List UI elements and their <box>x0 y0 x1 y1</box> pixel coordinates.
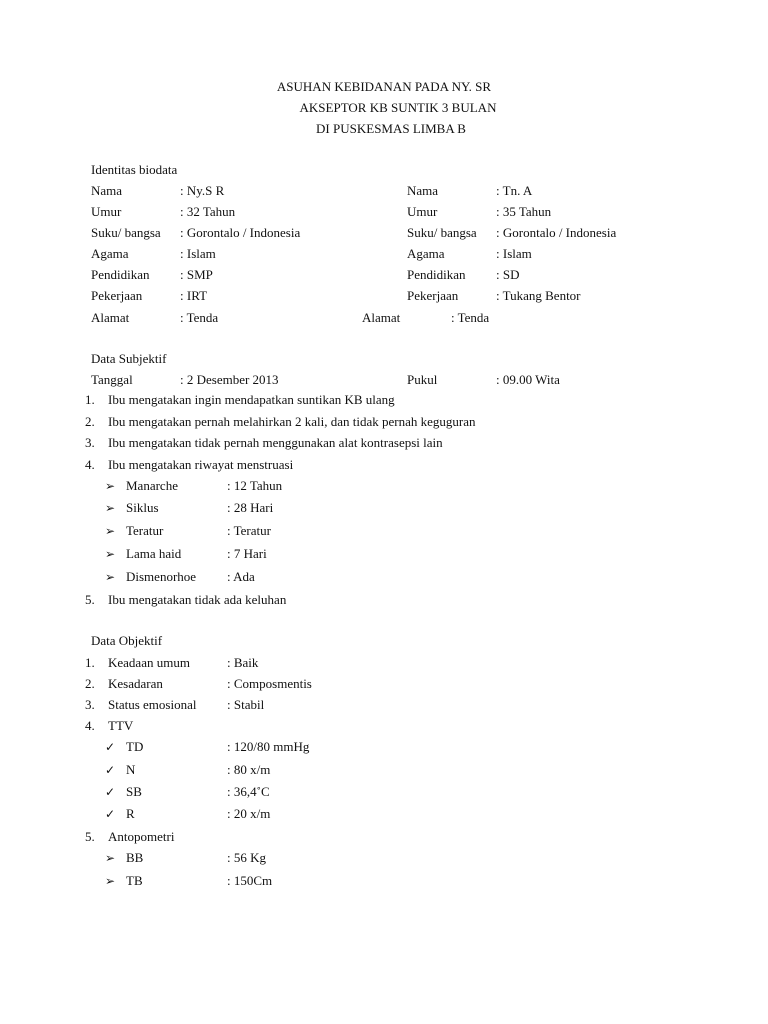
ibu-pendidikan-value: : SMP <box>180 267 213 282</box>
suami-alamat-label: Alamat <box>362 310 401 325</box>
suami-agama-value: : Islam <box>496 246 532 261</box>
menstruasi-value: : 7 Hari <box>227 546 267 561</box>
ibu-nama-value: : Ny.S R <box>180 183 225 198</box>
subjektif-item-text: Ibu mengatakan tidak pernah menggunakan alat kontrasepsi lain <box>108 435 443 450</box>
antopometri-label: BB <box>126 850 144 865</box>
title-line-1: ASUHAN KEBIDANAN PADA NY. SR <box>276 79 492 94</box>
antopometri-value: : 56 Kg <box>227 850 266 865</box>
tanggal-value: : 2 Desember 2013 <box>180 372 279 387</box>
menstruasi-label: Siklus <box>126 500 159 515</box>
objektif-item-number: 5. <box>85 829 95 844</box>
objektif-item-number: 4. <box>85 718 95 733</box>
arrow-bullet-icon: ➢ <box>105 479 116 493</box>
ibu-umur-label: Umur <box>91 204 122 219</box>
title-line-2: AKSEPTOR KB SUNTIK 3 BULAN <box>299 100 497 115</box>
antopometri-value: : 150Cm <box>227 873 273 888</box>
subjektif-item-number: 4. <box>85 457 95 472</box>
ttv-value: : 36,4˚C <box>227 784 270 799</box>
pukul-label: Pukul <box>407 372 438 387</box>
objektif-item-label: Keadaan umum <box>108 655 190 670</box>
arrow-bullet-icon: ➢ <box>105 547 116 561</box>
arrow-bullet-icon: ➢ <box>105 570 116 584</box>
subjektif-item-number: 5. <box>85 592 95 607</box>
check-bullet-icon: ✓ <box>105 807 116 821</box>
suami-umur-label: Umur <box>407 204 438 219</box>
ibu-agama-value: : Islam <box>180 246 216 261</box>
suami-pekerjaan-label: Pekerjaan <box>407 288 459 303</box>
objektif-item-value: : Baik <box>227 655 259 670</box>
suami-pendidikan-label: Pendidikan <box>407 267 466 282</box>
ttv-label: SB <box>126 784 142 799</box>
ttv-value: : 80 x/m <box>227 762 271 777</box>
ttv-label: N <box>126 762 136 777</box>
objektif-item-label: Status emosional <box>108 697 197 712</box>
suami-pendidikan-value: : SD <box>496 267 520 282</box>
title-line-3: DI PUSKESMAS LIMBA B <box>316 121 466 136</box>
ibu-pendidikan-label: Pendidikan <box>91 267 150 282</box>
menstruasi-label: Manarche <box>126 478 178 493</box>
menstruasi-value: : Ada <box>227 569 255 584</box>
menstruasi-value: : 12 Tahun <box>227 478 283 493</box>
objektif-item-number: 2. <box>85 676 95 691</box>
suami-pekerjaan-value: : Tukang Bentor <box>496 288 581 303</box>
subjektif-item-number: 3. <box>85 435 95 450</box>
subjektif-item-text: Ibu mengatakan riwayat menstruasi <box>108 457 294 472</box>
menstruasi-value: : 28 Hari <box>227 500 274 515</box>
ibu-pekerjaan-value: : IRT <box>180 288 208 303</box>
ttv-value: : 120/80 mmHg <box>227 739 310 754</box>
arrow-bullet-icon: ➢ <box>105 501 116 515</box>
arrow-bullet-icon: ➢ <box>105 524 116 538</box>
suami-agama-label: Agama <box>407 246 445 261</box>
subjektif-heading: Data Subjektif <box>91 351 167 366</box>
ibu-suku-value: : Gorontalo / Indonesia <box>180 225 301 240</box>
objektif-item-value: : Stabil <box>227 697 265 712</box>
objektif-item-number: 3. <box>85 697 95 712</box>
objektif-item-label: Antopometri <box>108 829 175 844</box>
ttv-label: R <box>126 806 135 821</box>
ibu-umur-value: : 32 Tahun <box>180 204 236 219</box>
ibu-suku-label: Suku/ bangsa <box>91 225 161 240</box>
pukul-value: : 09.00 Wita <box>496 372 560 387</box>
suami-suku-label: Suku/ bangsa <box>407 225 477 240</box>
suami-suku-value: : Gorontalo / Indonesia <box>496 225 617 240</box>
objektif-item-value: : Composmentis <box>227 676 312 691</box>
ibu-pekerjaan-label: Pekerjaan <box>91 288 143 303</box>
objektif-item-label: Kesadaran <box>108 676 163 691</box>
subjektif-item-text: Ibu mengatakan tidak ada keluhan <box>108 592 287 607</box>
suami-alamat-value: : Tenda <box>451 310 490 325</box>
ibu-alamat-label: Alamat <box>91 310 130 325</box>
check-bullet-icon: ✓ <box>105 785 116 799</box>
suami-nama-label: Nama <box>407 183 439 198</box>
subjektif-item-number: 1. <box>85 392 95 407</box>
subjektif-item-text: Ibu mengatakan pernah melahirkan 2 kali, dan tidak pernah keguguran <box>108 414 476 429</box>
arrow-bullet-icon: ➢ <box>105 851 116 865</box>
check-bullet-icon: ✓ <box>105 740 116 754</box>
antopometri-label: TB <box>126 873 143 888</box>
identitas-heading: Identitas biodata <box>91 162 178 177</box>
check-bullet-icon: ✓ <box>105 763 116 777</box>
ttv-value: : 20 x/m <box>227 806 271 821</box>
ibu-agama-label: Agama <box>91 246 129 261</box>
suami-umur-value: : 35 Tahun <box>496 204 552 219</box>
ibu-alamat-value: : Tenda <box>180 310 219 325</box>
menstruasi-label: Teratur <box>126 523 164 538</box>
menstruasi-label: Lama haid <box>126 546 182 561</box>
arrow-bullet-icon: ➢ <box>105 874 116 888</box>
ibu-nama-label: Nama <box>91 183 123 198</box>
ttv-label: TD <box>126 739 144 754</box>
subjektif-item-text: Ibu mengatakan ingin mendapatkan suntikan KB ulang <box>108 392 395 407</box>
tanggal-label: Tanggal <box>91 372 133 387</box>
menstruasi-label: Dismenorhoe <box>126 569 197 584</box>
objektif-item-label: TTV <box>108 718 134 733</box>
subjektif-item-number: 2. <box>85 414 95 429</box>
suami-nama-value: : Tn. A <box>496 183 533 198</box>
objektif-heading: Data Objektif <box>91 633 163 648</box>
objektif-item-number: 1. <box>85 655 95 670</box>
menstruasi-value: : Teratur <box>227 523 271 538</box>
